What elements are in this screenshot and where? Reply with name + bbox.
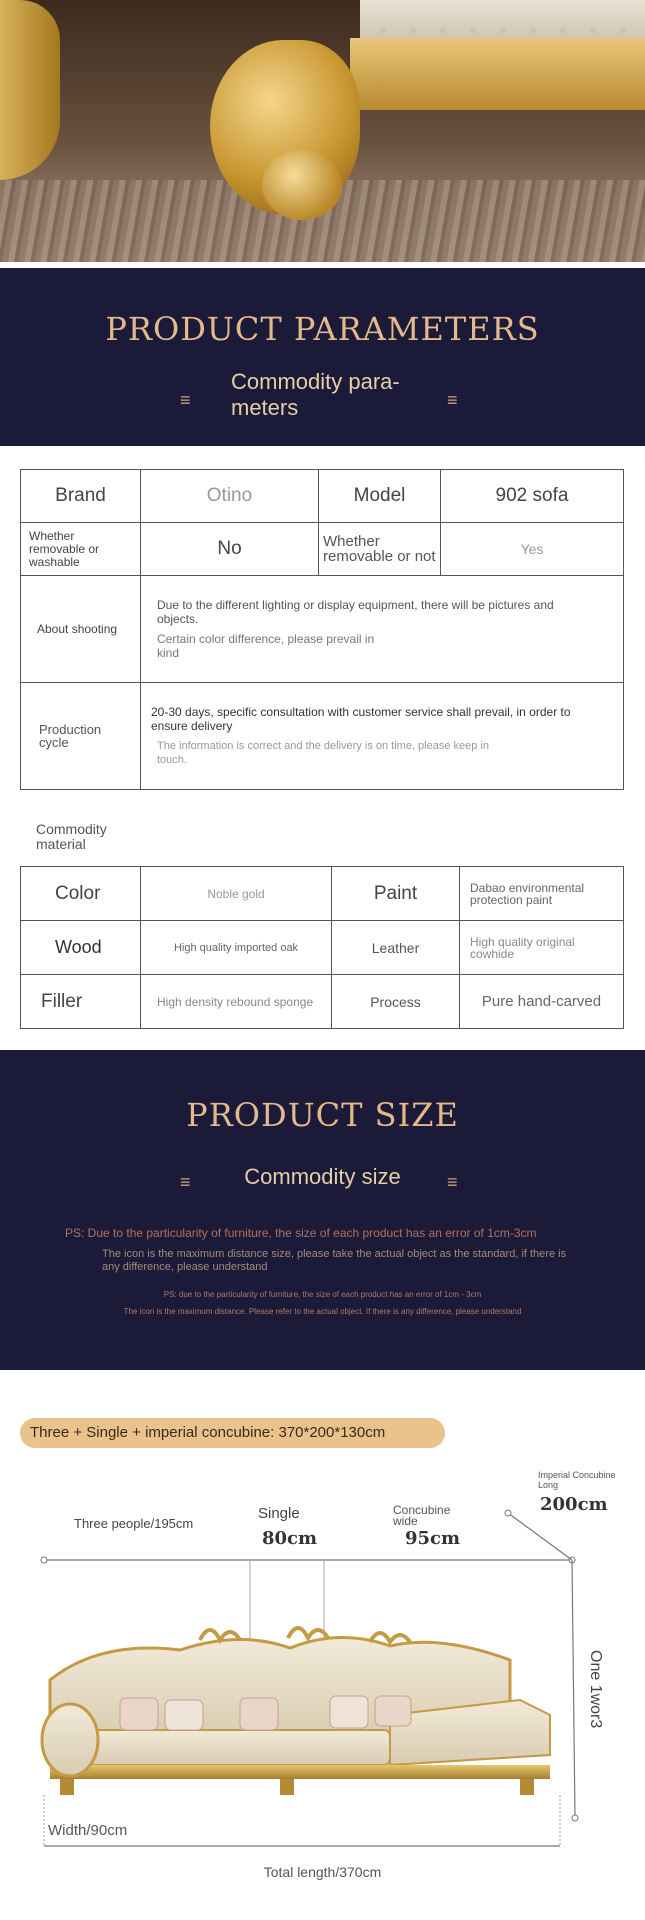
washable-value: No — [141, 523, 319, 576]
gold-leg-left — [0, 0, 60, 180]
params-subtitle — [231, 369, 400, 421]
production-text-2: The information is correct and the delivery is on time, please keep in touch. — [157, 740, 489, 766]
gold-foot — [262, 150, 342, 220]
paint-label: Paint — [332, 867, 460, 921]
filler-value: High density rebound sponge — [141, 975, 332, 1029]
concubine-label: Concubine wide — [393, 1503, 451, 1528]
nail-head — [380, 27, 386, 33]
table-row — [21, 921, 624, 975]
params-subtitle-line2: meters — [231, 395, 299, 420]
params-table — [20, 469, 624, 790]
size-note-2: The icon is the maximum distance size, please take the actual object as the standard, if there is any difference, please understand — [102, 1248, 567, 1273]
table-row — [21, 975, 624, 1029]
shooting-text-2: Certain color difference, please prevail in kind — [157, 632, 375, 660]
menu-lines-icon: ≡ — [180, 390, 191, 410]
width-label: Width/90cm — [48, 1822, 128, 1839]
paint-value: Dabao environmental protection paint — [460, 867, 624, 921]
menu-lines-icon: ≡ — [447, 1172, 458, 1192]
params-subtitle-line1: Commodity para- — [231, 369, 400, 394]
shooting-text-cell — [141, 576, 624, 683]
nail-head — [470, 27, 476, 33]
leather-value: High quality original cowhide — [460, 921, 624, 975]
three-people-label: Three people/195cm — [74, 1516, 194, 1531]
single-value: 80cm — [262, 1528, 318, 1549]
nail-head — [440, 27, 446, 33]
table-row — [21, 523, 624, 576]
size-note-4: The icon is the maximum distance. Please refer to the actual object. If there is any difference, please understand — [123, 1307, 522, 1316]
size-subtitle: Commodity size — [244, 1164, 401, 1189]
production-label: Production cycle — [21, 683, 141, 790]
wood-value: High quality imported oak — [141, 921, 332, 975]
sectional-sofa-illustration — [40, 1620, 560, 1800]
wood-label: Wood — [21, 921, 141, 975]
height-label: One 1wor3 — [587, 1650, 604, 1729]
brand-label: Brand — [21, 470, 141, 523]
menu-lines-icon: ≡ — [180, 1172, 191, 1192]
nail-head — [620, 27, 626, 33]
imperial-label: Imperial Concubine Long — [538, 1470, 616, 1490]
production-text-1: 20-30 days, specific consultation with customer service shall prevail, in order to ensure delivery — [151, 705, 571, 733]
color-label: Color — [21, 867, 141, 921]
combo-pill: Three + Single + imperial concubine: 370*200*130cm — [20, 1418, 445, 1448]
gold-frame — [350, 38, 645, 110]
leather-label: Leather — [332, 921, 460, 975]
shooting-text-1: Due to the different lighting or display equipment, there will be pictures and objects. — [157, 598, 554, 626]
hero-sofa-leg-photo — [0, 0, 645, 262]
nail-head — [530, 27, 536, 33]
removable-value: Yes — [441, 523, 624, 576]
size-note-3: PS: due to the particularity of furniture, the size of each product has an error of 1cm - 3cm — [163, 1290, 482, 1299]
material-heading: Commodity material — [36, 821, 107, 852]
brand-value: Otino — [141, 470, 319, 523]
color-value: Noble gold — [141, 867, 332, 921]
table-row — [21, 470, 624, 523]
table-row — [21, 867, 624, 921]
nail-head — [590, 27, 596, 33]
height-label-wrap — [580, 1650, 610, 1770]
params-title: PRODUCT PARAMETERS — [105, 310, 540, 348]
model-value: 902 sofa — [441, 470, 624, 523]
size-title: PRODUCT SIZE — [186, 1096, 459, 1134]
filler-label: Filler — [21, 975, 141, 1029]
imperial-value: 200cm — [540, 1494, 608, 1515]
table-row — [21, 576, 624, 683]
sofa-cushion — [360, 0, 645, 41]
material-table — [20, 866, 624, 1029]
production-text-cell — [141, 683, 624, 790]
menu-lines-icon: ≡ — [447, 390, 458, 410]
process-label: Process — [332, 975, 460, 1029]
single-label: Single — [258, 1505, 300, 1522]
removable-label: Whether removable or not — [319, 523, 441, 576]
washable-label: Whether removable or washable — [21, 523, 141, 576]
model-label: Model — [319, 470, 441, 523]
size-note-1: PS: Due to the particularity of furniture, the size of each product has an error of 1cm-3cm — [65, 1226, 537, 1240]
nail-head — [560, 27, 566, 33]
nail-head — [410, 27, 416, 33]
shooting-label: About shooting — [21, 576, 141, 683]
nail-head — [500, 27, 506, 33]
process-value: Pure hand-carved — [460, 975, 624, 1029]
concubine-value: 95cm — [405, 1528, 461, 1549]
table-row — [21, 683, 624, 790]
total-length-label: Total length/370cm — [263, 1864, 382, 1880]
